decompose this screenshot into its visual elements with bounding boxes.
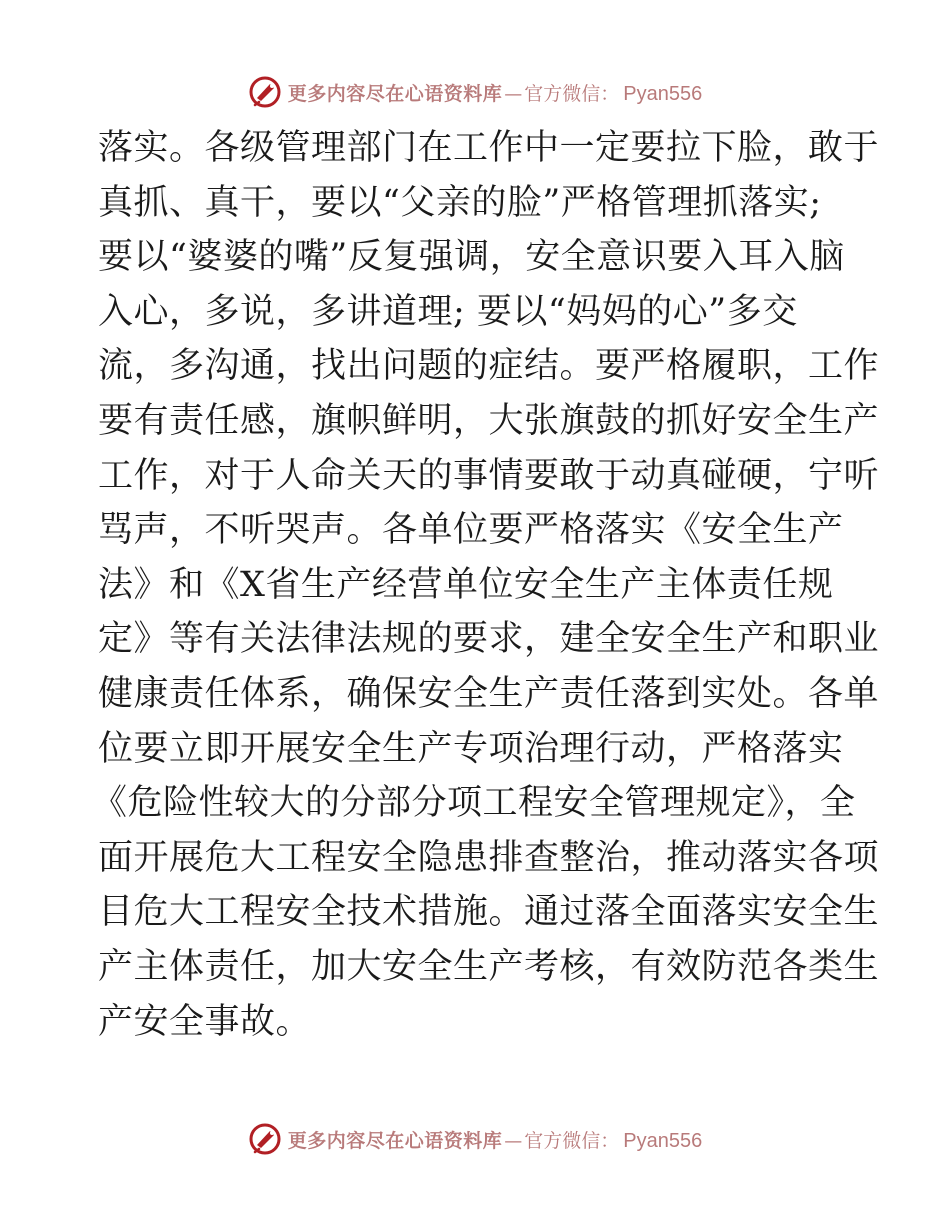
body-line: 法》和《X省生产经营单位安全生产主体责任规: [98, 564, 834, 605]
header-wechat-label: 官方微信：: [524, 82, 620, 105]
body-line: 定》等有关法律法规的要求，建全安全生产和职业: [98, 619, 880, 660]
body-line: 流，多沟通，找出问题的症结。要严格履职，工作: [98, 346, 880, 387]
body-line: 目危大工程安全技术措施。通过落全面落实安全生: [98, 892, 880, 933]
body-line: 入心，多说，多讲道理; 要以“妈妈的心”多交: [98, 291, 798, 332]
logo-icon: [248, 1122, 282, 1156]
body-line: 落实。各级管理部门在工作中一定要拉下脸，敢于: [98, 128, 880, 168]
body-line: 产主体责任，加大安全生产考核，有效防范各类生: [98, 946, 880, 987]
header-site-text: 更多内容尽在心语资料库: [287, 82, 503, 105]
footer-banner: [0, 1117, 950, 1161]
body-line: 要有责任感，旗帜鲜明，大张旗鼓的抓好安全生产: [98, 400, 880, 441]
footer-separator: —: [504, 1130, 523, 1152]
logo-icon: [248, 75, 282, 109]
footer-wechat-id: Pyan556: [623, 1129, 703, 1152]
body-line: 健康责任体系，确保安全生产责任落到实处。各单: [98, 673, 880, 714]
body-line: 产安全事故。: [98, 1001, 312, 1042]
body-line: 工作，对于人命关天的事情要敢于动真碰硬，宁听: [98, 455, 880, 496]
header-separator: —: [504, 83, 523, 105]
header-wechat-id: Pyan556: [623, 82, 703, 105]
body-line: 位要立即开展安全生产专项治理行动，严格落实: [98, 728, 844, 769]
body-line: 骂声，不听哭声。各单位要严格落实《安全生产: [98, 510, 844, 551]
header-banner: [0, 70, 950, 114]
body-line: 要以“婆婆的嘴”反复强调，安全意识要入耳入脑: [98, 237, 845, 278]
body-line: 面开展危大工程安全隐患排查整治，推动落实各项: [98, 837, 880, 878]
footer-banner-text: [288, 1126, 703, 1153]
header-banner-text: [288, 79, 703, 106]
footer-wechat-label: 官方微信：: [524, 1129, 620, 1152]
footer-site-text: 更多内容尽在心语资料库: [287, 1129, 503, 1152]
document-body: [92, 121, 880, 1049]
body-line: 《危险性较大的分部分项工程安全管理规定》，全: [92, 783, 856, 824]
body-line: 真抓、真干，要以“父亲的脸”严格管理抓落实;: [98, 182, 822, 223]
